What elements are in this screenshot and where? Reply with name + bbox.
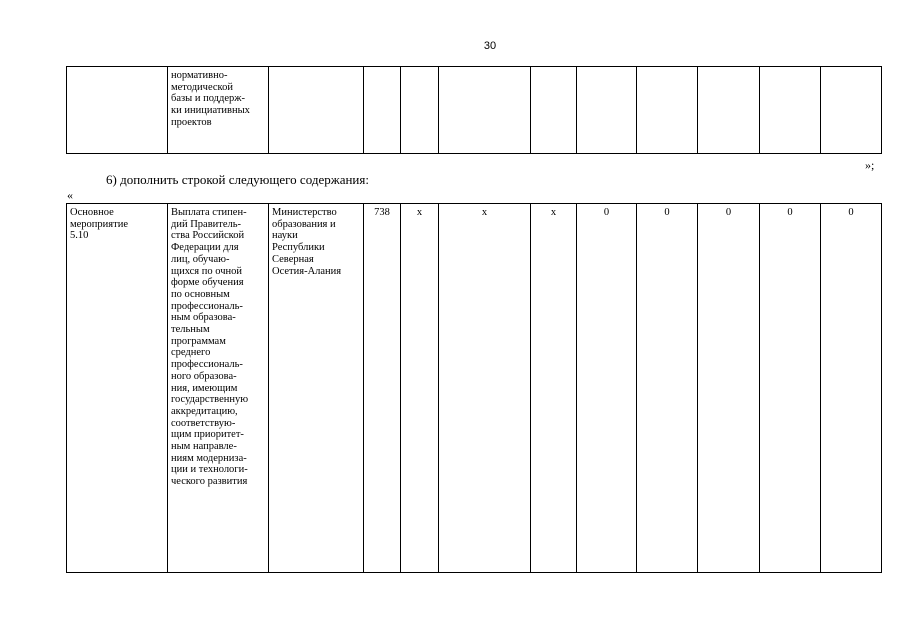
- table-previous-row: [66, 66, 882, 154]
- instruction-text: 6) дополнить строкой следующего содержания:: [106, 172, 369, 187]
- table-cell: [760, 67, 821, 154]
- table-cell: 738: [364, 204, 401, 573]
- table-cell: 0: [698, 204, 760, 573]
- table-cell: [364, 67, 401, 154]
- table-cell: нормативно- методической базы и поддерж- ки инициативных проектов: [168, 67, 269, 154]
- table-cell: 0: [760, 204, 821, 573]
- table-cell: 0: [821, 204, 882, 573]
- table-cell: 0: [577, 204, 637, 573]
- table-cell: [67, 67, 168, 154]
- table-cell: [439, 67, 531, 154]
- opening-quote: «: [67, 188, 73, 202]
- table-cell: х: [439, 204, 531, 573]
- table-row: [67, 204, 882, 573]
- table-cell: х: [531, 204, 577, 573]
- table-cell: [637, 67, 698, 154]
- table-cell: х: [401, 204, 439, 573]
- table-cell: [269, 67, 364, 154]
- closing-quote: »;: [865, 158, 875, 172]
- table-cell: [821, 67, 882, 154]
- table-cell: Министерство образования и науки Республики Северная Осетия-Алания: [269, 204, 364, 573]
- table-cell: [698, 67, 760, 154]
- table-cell: [401, 67, 439, 154]
- table-cell: Основное мероприятие 5.10: [67, 204, 168, 573]
- table-cell: 0: [637, 204, 698, 573]
- table-cell: Выплата стипен- дий Правитель- ства Российской Федерации для лиц, обучаю- щихся по очной форме обучения по основным профессиональ- ным образова- тельным программам среднего профессиональ- ного образова- ния, имеющим государственную аккредитацию, соответствую- щим приоритет- ным направле- ниям модерниза- ции и технологи- ческого развития: [168, 204, 269, 573]
- page-number: 30: [483, 40, 497, 52]
- table-row: [67, 67, 882, 154]
- table-cell: [531, 67, 577, 154]
- table-new-row: [66, 203, 882, 573]
- table-cell: [577, 67, 637, 154]
